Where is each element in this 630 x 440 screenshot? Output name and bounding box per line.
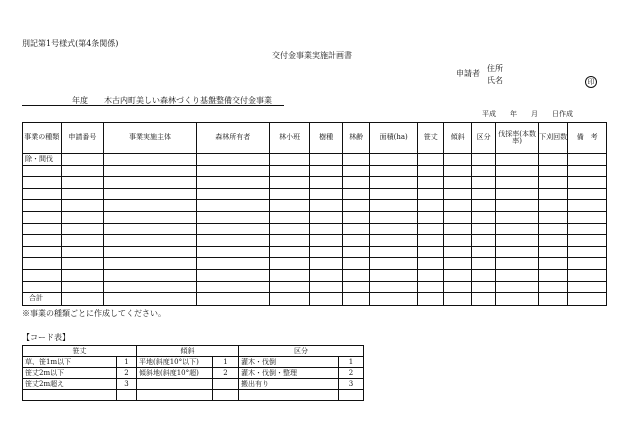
code-header-category: 区分 [239,346,364,357]
code-number: 2 [213,368,239,379]
table-cell[interactable] [444,177,471,189]
code-label: 灌木・伐倒・整理 [239,368,339,379]
table-cell[interactable] [269,246,310,258]
table-cell[interactable] [496,246,539,258]
table-cell[interactable] [568,223,607,235]
table-cell[interactable] [104,188,196,200]
table-cell[interactable] [61,293,104,306]
table-cell[interactable] [418,177,444,189]
table-cell[interactable] [370,200,418,212]
table-cell[interactable] [196,165,269,177]
table-cell[interactable] [269,177,310,189]
table-cell[interactable] [538,269,567,281]
header-cell: 林齢 [342,123,369,154]
code-number: 3 [117,379,137,390]
table-cell[interactable] [269,235,310,247]
table-cell[interactable] [444,281,471,293]
code-header-sasatake: 笹丈 [23,346,137,357]
project-underline [22,105,284,106]
code-label [137,390,213,401]
table-cell[interactable] [538,188,567,200]
table-cell[interactable] [61,281,104,293]
table-row [23,211,607,223]
table-cell[interactable] [104,269,196,281]
table-cell[interactable] [444,223,471,235]
table-cell[interactable] [496,154,539,166]
table-cell[interactable] [310,177,343,189]
table-cell[interactable] [104,165,196,177]
code-row [23,368,364,379]
header-cell: 備 考 [568,123,607,154]
table-cell[interactable] [496,188,539,200]
name-label: 氏名 [487,76,503,85]
table-cell[interactable] [568,154,607,166]
table-cell[interactable] [342,293,369,306]
code-number: 1 [339,357,364,368]
total-label: 合計 [23,293,62,306]
table-cell[interactable] [370,281,418,293]
table-cell[interactable] [61,258,104,270]
table-cell[interactable] [538,200,567,212]
table-cell[interactable] [310,293,343,306]
table-cell[interactable] [342,200,369,212]
table-cell[interactable] [568,200,607,212]
table-cell[interactable] [196,211,269,223]
table-cell[interactable] [269,258,310,270]
table-cell[interactable] [104,200,196,212]
table-cell[interactable] [61,235,104,247]
table-row [23,281,607,293]
table-cell[interactable] [196,154,269,166]
code-label: 草、笹1m以下 [23,357,117,368]
table-cell[interactable] [104,177,196,189]
table-cell[interactable] [310,246,343,258]
table-cell[interactable] [496,165,539,177]
code-row [23,357,364,368]
table-cell[interactable] [471,293,495,306]
table-cell[interactable] [418,154,444,166]
table-cell[interactable] [370,293,418,306]
table-cell[interactable] [471,188,495,200]
table-cell[interactable] [310,165,343,177]
code-label: 傾斜地(斜度10°超) [137,368,213,379]
table-cell[interactable] [568,269,607,281]
table-cell[interactable] [496,258,539,270]
table-cell[interactable] [471,258,495,270]
table-cell[interactable] [269,269,310,281]
applicant-label: 申請者 [456,69,480,78]
table-row [23,258,607,270]
table-cell[interactable] [471,246,495,258]
table-cell[interactable] [310,281,343,293]
table-cell[interactable] [310,188,343,200]
header-cell: 下刈回数 [538,123,567,154]
code-label [137,379,213,390]
table-row [23,200,607,212]
table-cell[interactable] [538,258,567,270]
table-cell[interactable] [568,188,607,200]
table-cell[interactable] [418,188,444,200]
project-type-cell[interactable]: 除・間伐 [23,154,62,166]
table-row [23,269,607,281]
table-cell[interactable] [342,269,369,281]
table-cell[interactable] [418,165,444,177]
table-cell[interactable] [496,200,539,212]
table-cell[interactable] [196,258,269,270]
table-cell[interactable] [104,258,196,270]
table-cell[interactable] [568,281,607,293]
table-cell[interactable] [496,177,539,189]
table-cell[interactable] [496,235,539,247]
table-cell[interactable] [444,188,471,200]
table-cell[interactable] [342,235,369,247]
table-cell[interactable] [370,154,418,166]
table-cell[interactable] [444,246,471,258]
table-cell[interactable] [538,246,567,258]
table-cell[interactable] [61,188,104,200]
table-cell[interactable] [444,200,471,212]
table-cell[interactable] [342,177,369,189]
total-row [23,293,607,306]
project-type-cell[interactable] [23,235,62,247]
table-cell[interactable] [444,293,471,306]
table-cell[interactable] [342,281,369,293]
code-number: 1 [213,357,239,368]
header-row [23,123,607,154]
table-cell[interactable] [196,223,269,235]
table-row [23,223,607,235]
table-cell[interactable] [61,246,104,258]
project-line: 年度 木古内町美しい森林づくり基盤整備交付金事業 [72,96,272,105]
code-label [23,390,117,401]
table-cell[interactable] [104,281,196,293]
code-number [213,390,239,401]
table-cell[interactable] [538,235,567,247]
code-number: 3 [339,379,364,390]
table-cell[interactable] [471,223,495,235]
table-cell[interactable] [418,281,444,293]
project-plan-table [22,122,607,306]
header-cell: 笹丈 [418,123,444,154]
table-cell[interactable] [269,281,310,293]
table-cell[interactable] [196,281,269,293]
code-header-row [23,346,364,357]
table-cell[interactable] [342,165,369,177]
table-cell[interactable] [370,246,418,258]
table-cell[interactable] [444,258,471,270]
header-cell: 面積(ha) [370,123,418,154]
header-cell: 事業の種類 [23,123,62,154]
project-type-cell[interactable] [23,165,62,177]
header-cell: 傾斜 [444,123,471,154]
code-table [22,345,364,401]
project-type-cell[interactable] [23,211,62,223]
table-cell[interactable] [418,211,444,223]
table-cell[interactable] [568,165,607,177]
project-type-cell[interactable] [23,200,62,212]
table-cell[interactable] [418,293,444,306]
date-line: 平成 年 月 日作成 [482,110,573,118]
code-label: 笹丈2m超え [23,379,117,390]
table-cell[interactable] [471,211,495,223]
address-label: 住所 [487,64,503,73]
table-row [23,246,607,258]
table-cell[interactable] [471,269,495,281]
table-cell[interactable] [471,281,495,293]
table-cell[interactable] [418,200,444,212]
table-cell[interactable] [310,154,343,166]
table-cell[interactable] [538,281,567,293]
table-cell[interactable] [342,258,369,270]
table-row [23,188,607,200]
table-cell[interactable] [496,281,539,293]
header-cell: 樹種 [310,123,343,154]
table-cell[interactable] [196,235,269,247]
project-type-cell[interactable] [23,258,62,270]
project-type-cell[interactable] [23,281,62,293]
table-cell[interactable] [342,188,369,200]
page-title: 交付金事業実施計画書 [272,51,352,60]
table-cell[interactable] [538,154,567,166]
table-cell[interactable] [196,246,269,258]
table-cell[interactable] [196,177,269,189]
header-cell: 伐採率(本数率) [496,123,539,154]
table-cell[interactable] [342,211,369,223]
table-cell[interactable] [196,269,269,281]
form-number: 別記第1号様式(第4条関係) [22,39,119,48]
table-cell[interactable] [418,269,444,281]
table-cell[interactable] [370,269,418,281]
table-cell[interactable] [538,223,567,235]
table-cell[interactable] [269,293,310,306]
header-cell: 申請番号 [61,123,104,154]
table-cell[interactable] [496,269,539,281]
table-cell[interactable] [538,165,567,177]
table-cell[interactable] [568,258,607,270]
table-cell[interactable] [418,246,444,258]
code-number: 2 [339,368,364,379]
table-cell[interactable] [496,223,539,235]
table-cell[interactable] [104,246,196,258]
table-cell[interactable] [310,269,343,281]
table-cell[interactable] [568,293,607,306]
table-cell[interactable] [342,154,369,166]
table-cell[interactable] [418,258,444,270]
project-type-cell[interactable] [23,177,62,189]
table-cell[interactable] [496,211,539,223]
table-row [23,154,607,166]
table-cell[interactable] [471,154,495,166]
code-row [23,390,364,401]
table-cell[interactable] [196,188,269,200]
table-cell[interactable] [269,223,310,235]
table-cell[interactable] [269,188,310,200]
header-cell: 区分 [471,123,495,154]
header-cell: 林小班 [269,123,310,154]
table-cell[interactable] [61,165,104,177]
table-cell[interactable] [418,223,444,235]
code-label: 笹丈2m以下 [23,368,117,379]
table-cell[interactable] [310,211,343,223]
code-number [117,390,137,401]
table-cell[interactable] [61,269,104,281]
table-cell[interactable] [418,235,444,247]
code-label: 搬出有り [239,379,339,390]
code-number: 1 [117,357,137,368]
code-table-title: 【コード表】 [22,333,70,342]
table-row [23,165,607,177]
header-cell: 森林所有者 [196,123,269,154]
table-cell[interactable] [370,211,418,223]
table-cell[interactable] [310,258,343,270]
table-cell[interactable] [61,154,104,166]
table-cell[interactable] [538,293,567,306]
table-cell[interactable] [471,165,495,177]
table-cell[interactable] [444,235,471,247]
table-cell[interactable] [471,200,495,212]
table-cell[interactable] [342,223,369,235]
code-number: 2 [117,368,137,379]
table-cell[interactable] [370,223,418,235]
project-type-cell[interactable] [23,269,62,281]
note-text: ※事業の種類ごとに作成してください。 [22,309,166,318]
table-cell[interactable] [471,235,495,247]
code-label: 平地(斜度10°以下) [137,357,213,368]
table-cell[interactable] [104,211,196,223]
code-row [23,379,364,390]
table-cell[interactable] [310,200,343,212]
code-label [239,390,339,401]
table-cell[interactable] [61,177,104,189]
table-cell[interactable] [61,223,104,235]
table-cell[interactable] [538,211,567,223]
table-cell[interactable] [310,223,343,235]
table-row [23,177,607,189]
table-cell[interactable] [444,269,471,281]
table-cell[interactable] [104,154,196,166]
table-cell[interactable] [370,235,418,247]
table-cell[interactable] [196,293,269,306]
table-cell[interactable] [444,154,471,166]
seal-mark: 印 [585,76,597,88]
table-cell[interactable] [471,177,495,189]
table-cell[interactable] [310,235,343,247]
project-type-cell[interactable] [23,188,62,200]
table-cell[interactable] [538,177,567,189]
table-cell[interactable] [269,165,310,177]
table-cell[interactable] [370,258,418,270]
code-number [213,379,239,390]
table-cell[interactable] [61,200,104,212]
project-type-cell[interactable] [23,246,62,258]
table-cell[interactable] [568,177,607,189]
table-cell[interactable] [370,177,418,189]
table-cell[interactable] [370,165,418,177]
table-cell[interactable] [496,293,539,306]
table-cell[interactable] [568,235,607,247]
code-label: 灌木・伐倒 [239,357,339,368]
table-cell[interactable] [269,200,310,212]
table-cell[interactable] [104,235,196,247]
header-cell: 事業実施主体 [104,123,196,154]
table-cell[interactable] [444,165,471,177]
table-row [23,235,607,247]
table-cell[interactable] [269,154,310,166]
code-header-slope: 傾斜 [137,346,239,357]
table-cell[interactable] [370,188,418,200]
table-cell[interactable] [104,223,196,235]
code-number [339,390,364,401]
table-cell[interactable] [342,246,369,258]
table-cell[interactable] [568,246,607,258]
project-type-cell[interactable] [23,223,62,235]
table-cell[interactable] [61,211,104,223]
table-cell[interactable] [568,211,607,223]
table-cell[interactable] [104,293,196,306]
table-cell[interactable] [269,211,310,223]
table-cell[interactable] [196,200,269,212]
table-cell[interactable] [444,211,471,223]
